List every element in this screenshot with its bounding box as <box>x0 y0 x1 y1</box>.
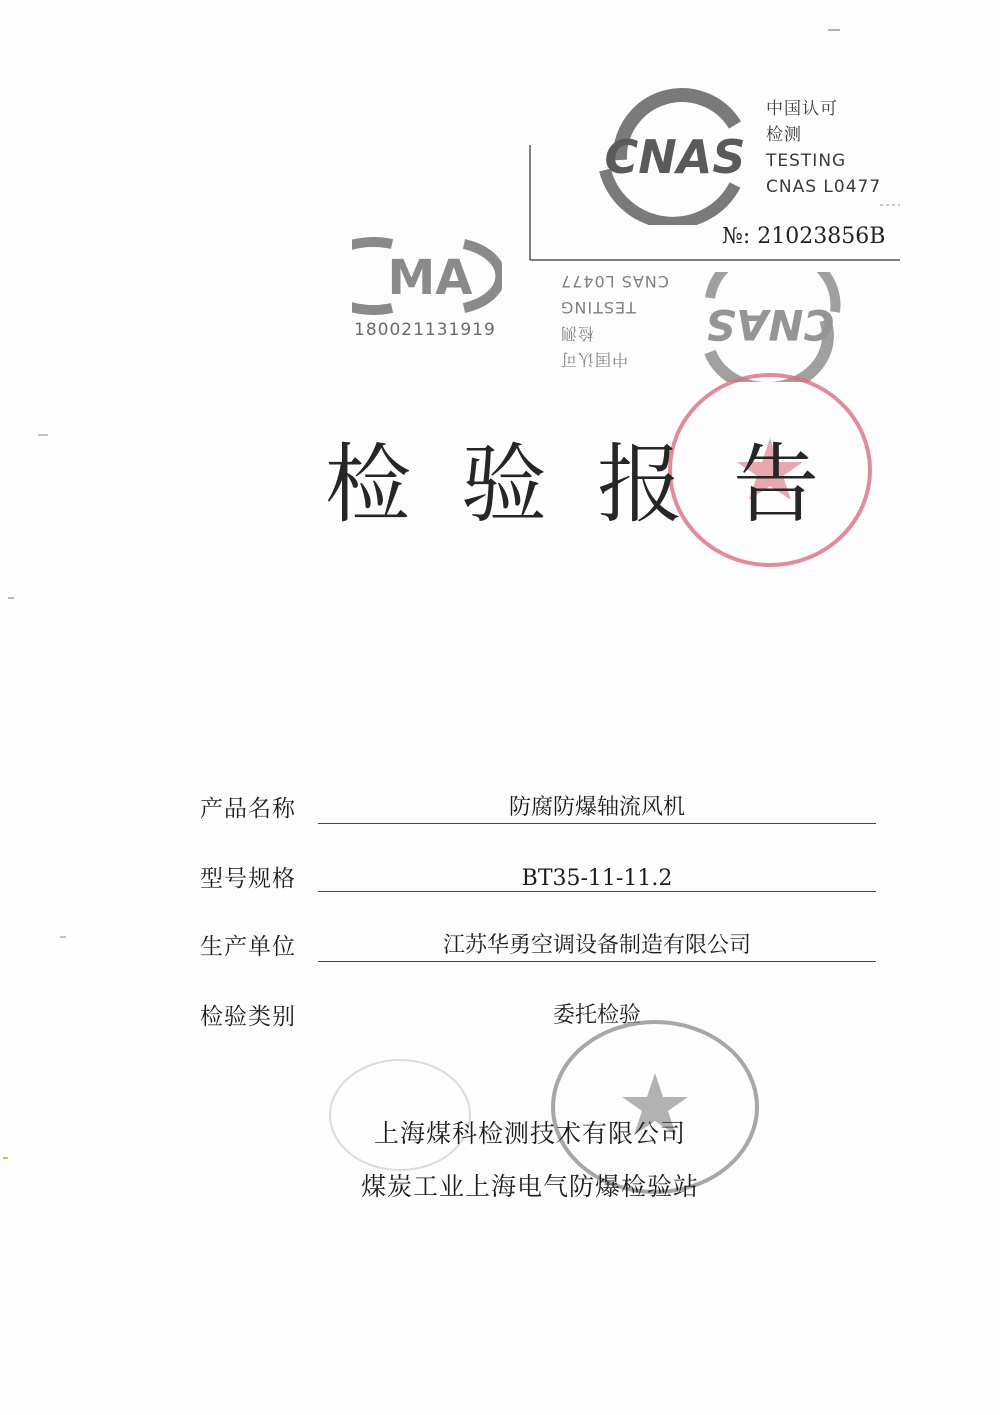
issuer-company: 上海煤科检测技术有限公司 <box>373 1119 686 1148</box>
cma-logo <box>352 236 502 316</box>
field-label-model: 型号规格 <box>200 866 296 892</box>
cnas-text-block <box>766 96 881 200</box>
certificate-number <box>722 224 885 249</box>
issuer-station: 煤炭工业上海电气防爆检验站 <box>360 1172 699 1201</box>
field-underline <box>318 961 876 962</box>
svg-text:CNAS: CNAS <box>705 300 835 349</box>
field-value-model: BT35-11-11.2 <box>521 866 673 891</box>
cnas-ghost-text: 中国认可 检测 TESTING CNAS L0477 <box>560 272 669 369</box>
cnas-code: CNAS L0477 <box>766 177 882 197</box>
field-label-manufacturer: 生产单位 <box>200 934 296 960</box>
field-label-product-name: 产品名称 <box>200 796 296 822</box>
cnas-cn-line1: 中国认可 <box>766 99 838 119</box>
cert-no-label: №: <box>722 224 751 249</box>
cnas-en-line: TESTING <box>766 151 847 171</box>
field-label-inspection-type: 检验类别 <box>200 1004 296 1030</box>
cnas-ghost-logo <box>690 272 850 382</box>
field-underline <box>318 891 876 892</box>
field-value-product-name: 防腐防爆轴流风机 <box>508 795 685 820</box>
field-value-manufacturer: 江苏华勇空调设备制造有限公司 <box>442 933 751 958</box>
field-value-inspection-type: 委托检验 <box>552 1003 641 1028</box>
cert-no-value: 21023856B <box>757 224 886 249</box>
cma-number: 180021131919 <box>354 320 496 340</box>
cma-logo-text: MA <box>387 250 473 306</box>
report-title: 检验报告 <box>325 435 869 535</box>
cnas-cn-line2: 检测 <box>766 125 802 145</box>
cnas-logo-text: CNAS <box>604 130 746 184</box>
field-underline <box>318 823 876 824</box>
